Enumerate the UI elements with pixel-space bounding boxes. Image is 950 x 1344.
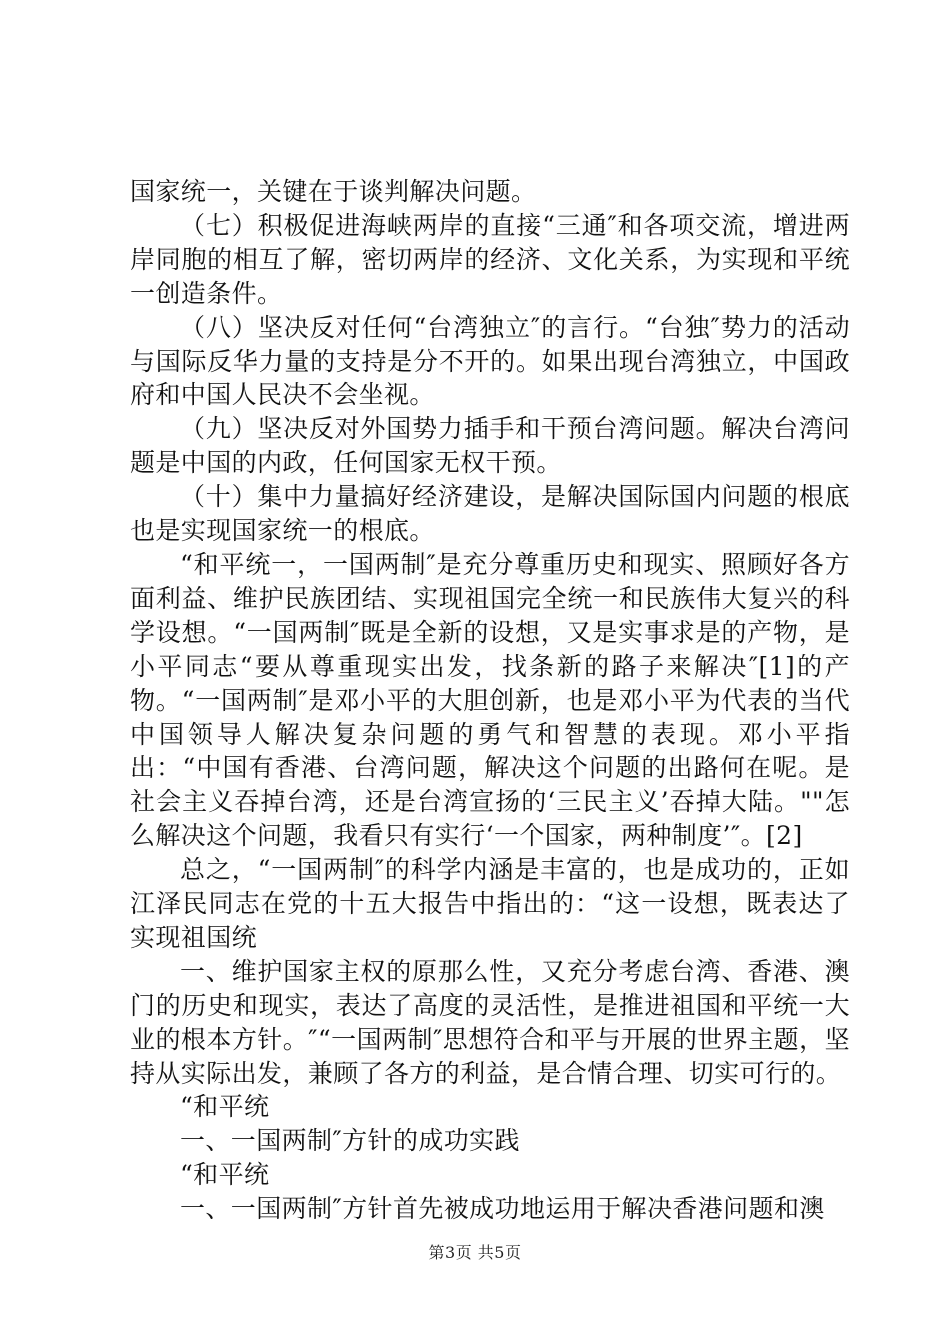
paragraph-4: （九）坚决反对外国势力插手和干预台湾问题。解决台湾问题是中国的内政，任何国家无权干预。 [130,414,850,478]
document-body [130,175,850,1226]
paragraph-3: （八）坚决反对任何“台湾独立″的言行。“台独″势力的活动与国际反华力量的支持是分不开的。如果出现台湾独立，中国政府和中国人民决不会坐视。 [130,312,850,410]
paragraph-12: 一、一国两制″方针首先被成功地运用于解决香港问题和澳 [180,1194,825,1224]
paragraph-11: “和平统 [180,1160,270,1190]
paragraph-10: 一、一国两制″方针的成功实践 [180,1126,520,1156]
paragraph-8: 一、维护国家主权的原那么性，又充分考虑台湾、香港、澳门的历史和现实，表达了高度的灵活性，是推进祖国和平统一大业的根本方针。″“一国两制″思想符合和平与开展的世界主题，坚持从实际出发，兼顾了各方的利益，是合情合理、切实可行的。 [130,956,850,1088]
paragraph-6: “和平统一，一国两制″是充分尊重历史和现实、照顾好各方面利益、维护民族团结、实现祖国完全统一和民族伟大复兴的科学设想。“一国两制″既是全新的设想，又是实事求是的产物，是小平同志“要从尊重现实出发，找条新的路子来解决″[1]的产物。“一国两制″是邓小平的大胆创新，也是邓小平为代表的当代中国领导人解决复杂问题的勇气和智慧的表现。邓小平指出：“中国有香港、台湾问题，解决这个问题的出路何在呢。是社会主义吞掉台湾，还是台湾宣扬的‘三民主义’吞掉大陆。""怎么解决这个问题，我看只有实行‘一个国家，两种制度’″。[2] [130,549,850,851]
paragraph-5: （十）集中力量搞好经济建设，是解决国际国内问题的根底也是实现国家统一的根底。 [130,482,850,546]
paragraph-1: 国家统一，关键在于谈判解决问题。 [130,177,537,206]
paragraph-2: （七）积极促进海峡两岸的直接“三通″和各项交流，增进两岸同胞的相互了解，密切两岸的经济、文化关系，为实现和平统一创造条件。 [130,210,850,308]
page-footer: 第3页 共5页 [428,1243,522,1262]
paragraph-7: 总之，“一国两制″的科学内涵是丰富的，也是成功的，正如江泽民同志在党的十五大报告中指出的：“这一设想，既表达了实现祖国统 [130,855,850,952]
paragraph-9: “和平统 [180,1092,270,1122]
